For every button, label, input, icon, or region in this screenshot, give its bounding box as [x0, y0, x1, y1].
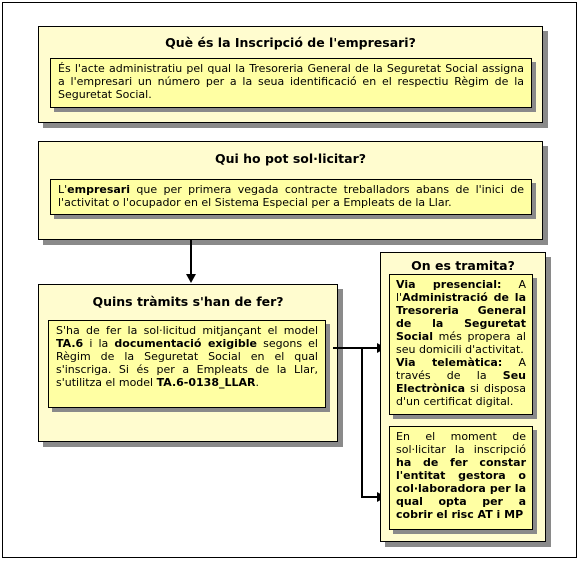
panel-what-is-text: [50, 58, 532, 108]
procedures-bold-2: documentació exigible: [114, 337, 258, 350]
panel-who-can-text: [50, 179, 532, 215]
connector-down-arrowhead: [186, 274, 196, 283]
panel-procedures-text: [48, 320, 326, 408]
where-text-3: A través de la: [396, 356, 526, 382]
where-e-office: Seu Electrònica: [396, 369, 526, 395]
panel-where-channels: [389, 274, 533, 415]
where-presencial-label: Via presencial:: [396, 278, 502, 291]
where-telematic-label: Via telemàtica:: [396, 356, 503, 369]
where-administration: Administració de la Tresoreria General de la Seguretat Social: [396, 291, 526, 343]
procedures-text-4: .: [255, 376, 259, 389]
procedures-text-2: i la: [83, 337, 115, 350]
what-is-text: És l'acte administratiu pel qual la Tresoreria General de la Seguretat Social assigna a l'empresari un número per a la seua identificació en el respectiu Règim de la Seguretat Social.: [58, 62, 524, 101]
procedures-bold-3: TA.6-0138_LLAR: [156, 376, 256, 389]
where-note-bold: ha de fer constar l'entitat gestora o col·laboradora per la qual opta per a cobrir el risc AT i MP: [396, 456, 526, 521]
who-can-bold: empresari: [67, 183, 131, 196]
panel-who-can-title: Qui ho pot sol·licitar?: [214, 151, 366, 166]
where-note-text: En el moment de sol·licitar la inscripció: [396, 430, 526, 456]
who-can-text-1: L': [58, 183, 68, 196]
procedures-text-3: segons el Règim de la Seguretat Social en el qual s'inscriga. Si és per a Empleats de la Llar, s'utilitza el model: [56, 337, 318, 389]
panel-where-note: [389, 426, 533, 530]
connector-down: [190, 240, 192, 275]
where-text-1: A l': [396, 278, 526, 304]
panel-procedures-title: Quins tràmits s'han de fer?: [92, 294, 284, 309]
panel-where-title: On es tramita?: [411, 258, 515, 273]
where-text-2: més propera al seu domicili d'activitat.: [396, 330, 526, 356]
where-text-4: si disposa d'un certificat digital.: [396, 382, 526, 408]
connector-vertical: [361, 347, 363, 497]
procedures-text-1: S'ha de fer la sol·licitud mitjançant el model: [56, 324, 318, 337]
connector-horizontal: [333, 347, 363, 349]
procedures-bold-1: TA.6: [56, 337, 84, 350]
who-can-text-2: que per primera vegada contracte treballadors abans de l'inici de l'activitat o l'ocupador en el Sistema Especial per a Empleats de la Llar.: [58, 183, 524, 209]
panel-what-is-title: Què és la Inscripció de l'empresari?: [165, 35, 416, 50]
